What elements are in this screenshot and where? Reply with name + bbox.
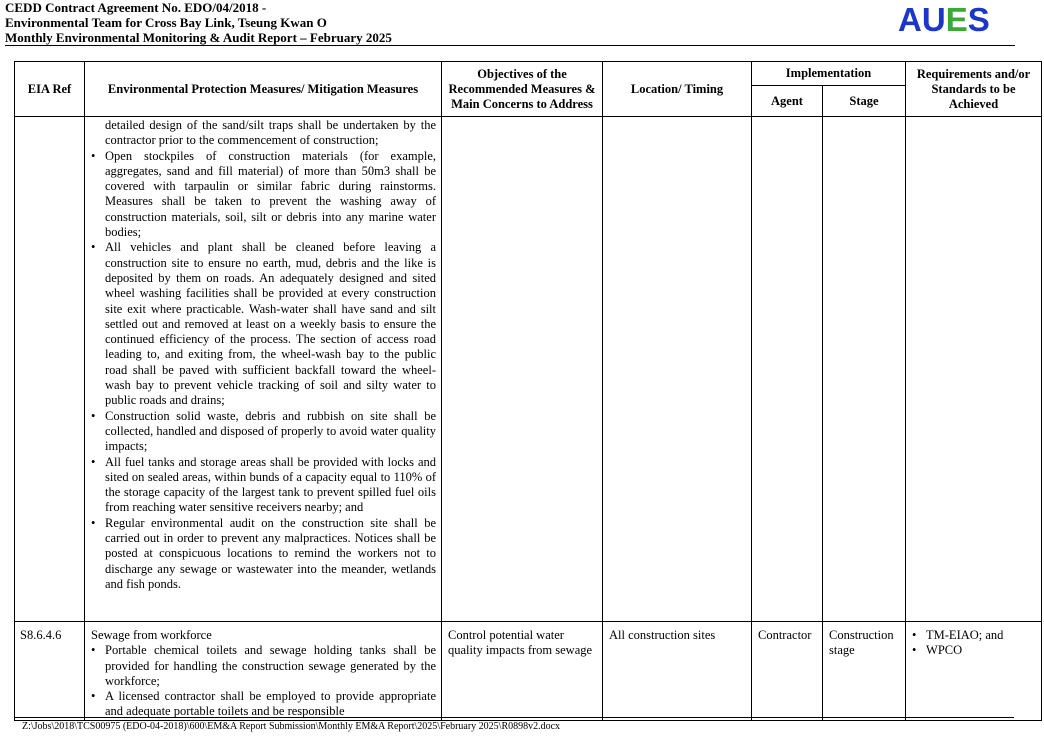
requirements-cell [906, 117, 1042, 622]
list-item: • All vehicles and plant shall be cleaned before leaving a construction site to ensure no earth, mud, debris and the like is deposited by them on roads. An adequately designed and sited wheel washing facilities shall be provided at every construction site exit where practicable. Wash-water shall have sand and silt settled out and removed at least on a weekly basis to ensure the continued efficiency of the process. The section of access road leading to, and exiting from, the wheel-wash bay to the public road shall be paved with sufficient backfall toward the wheel-wash bay to prevent vehicle tracking of soil and silty water to public roads and drains; [91, 240, 436, 408]
objectives-cell [442, 117, 603, 622]
header-location: Location/ Timing [603, 62, 752, 117]
header-divider [5, 45, 1015, 46]
location-cell [603, 117, 752, 622]
objectives-text: Control potential water quality impacts from sewage [448, 628, 593, 658]
stage-cell [823, 117, 906, 622]
footer-divider [14, 717, 1014, 718]
list-item: • Open stockpiles of construction materials (for example, aggregates, sand and fill material) of more than 50m3 shall be covered with tarpaulin or similar fabric during rainstorms. Measures shall be taken to prevent the washing away of construction materials, soil, silt or debris into any marine water bodies; [91, 149, 436, 241]
file-path-footer: Z:\Jobs\2018\TCS00975 (EDO-04-2018)\600\EM&A Report Submission\Monthly EM&A Report\2025\February 2025\R0898v2.docx [22, 721, 561, 732]
report-title: Monthly Environmental Monitoring & Audit Report – February 2025 [5, 30, 392, 45]
contract-line: CEDD Contract Agreement No. EDO/04/2018 - [5, 0, 267, 15]
measure-title: Sewage from workforce [91, 628, 212, 642]
header-implementation: Implementation [752, 62, 906, 86]
agent-text: Contractor [758, 628, 812, 642]
list-item: • Construction solid waste, debris and rubbish on site shall be collected, handled and disposed of properly to avoid water quality impacts; [91, 409, 436, 455]
page-header [5, 0, 1015, 45]
table-row [15, 622, 1042, 721]
requirements-cell [906, 622, 1042, 721]
list-item: • Regular environmental audit on the construction site shall be carried out in order to prevent any malpractices. Notices shall be posted at conspicuous locations to remind the workers not to discharge any sewage or wastewater into the meander, wetlands and fish ponds. [91, 516, 436, 592]
stage-cell [823, 622, 906, 721]
header-stage: Stage [823, 86, 906, 117]
table-row [15, 117, 1042, 622]
measures-cell [85, 622, 442, 721]
requirements-list [912, 628, 1036, 659]
header-objectives: Objectives of the Recommended Measures & Main Concerns to Address [442, 62, 603, 117]
header-requirements: Requirements and/or Standards to be Achieved [906, 62, 1042, 117]
team-line: Environmental Team for Cross Bay Link, Tseung Kwan O [5, 15, 327, 30]
list-item: • All fuel tanks and storage areas shall be provided with locks and sited on sealed areas, within bunds of a capacity equal to 110% of the storage capacity of the largest tank to prevent spilled fuel oils from reaching water sensitive receivers nearby; and [91, 455, 436, 516]
location-text: All construction sites [609, 628, 716, 642]
list-item: • WPCO [912, 643, 1036, 658]
header-agent: Agent [752, 86, 823, 117]
mitigation-measures-table [14, 61, 1042, 721]
eia-ref-cell [15, 622, 85, 721]
list-item: • A licensed contractor shall be employed to provide appropriate and adequate portable toilets and be responsible [91, 689, 436, 720]
eia-ref-value: S8.6.4.6 [20, 628, 62, 642]
header-measures: Environmental Protection Measures/ Mitigation Measures [85, 62, 442, 117]
measure-list [91, 149, 436, 593]
measures-cell [85, 117, 442, 622]
objectives-cell [442, 622, 603, 721]
agent-cell [752, 117, 823, 622]
header-eia-ref: EIA Ref [15, 62, 85, 117]
list-item: • TM-EIAO; and [912, 628, 1036, 643]
continuation-text: detailed design of the sand/silt traps shall be undertaken by the contractor prior to the commencement of construction; [105, 118, 436, 148]
agent-cell [752, 622, 823, 721]
measure-list [91, 643, 436, 719]
stage-text: Construction stage [829, 628, 894, 658]
location-cell [603, 622, 752, 721]
aues-logo: AUES [898, 1, 990, 38]
list-item: • Portable chemical toilets and sewage holding tanks shall be provided for handling the construction sewage generated by the workforce; [91, 643, 436, 689]
eia-ref-cell [15, 117, 85, 622]
